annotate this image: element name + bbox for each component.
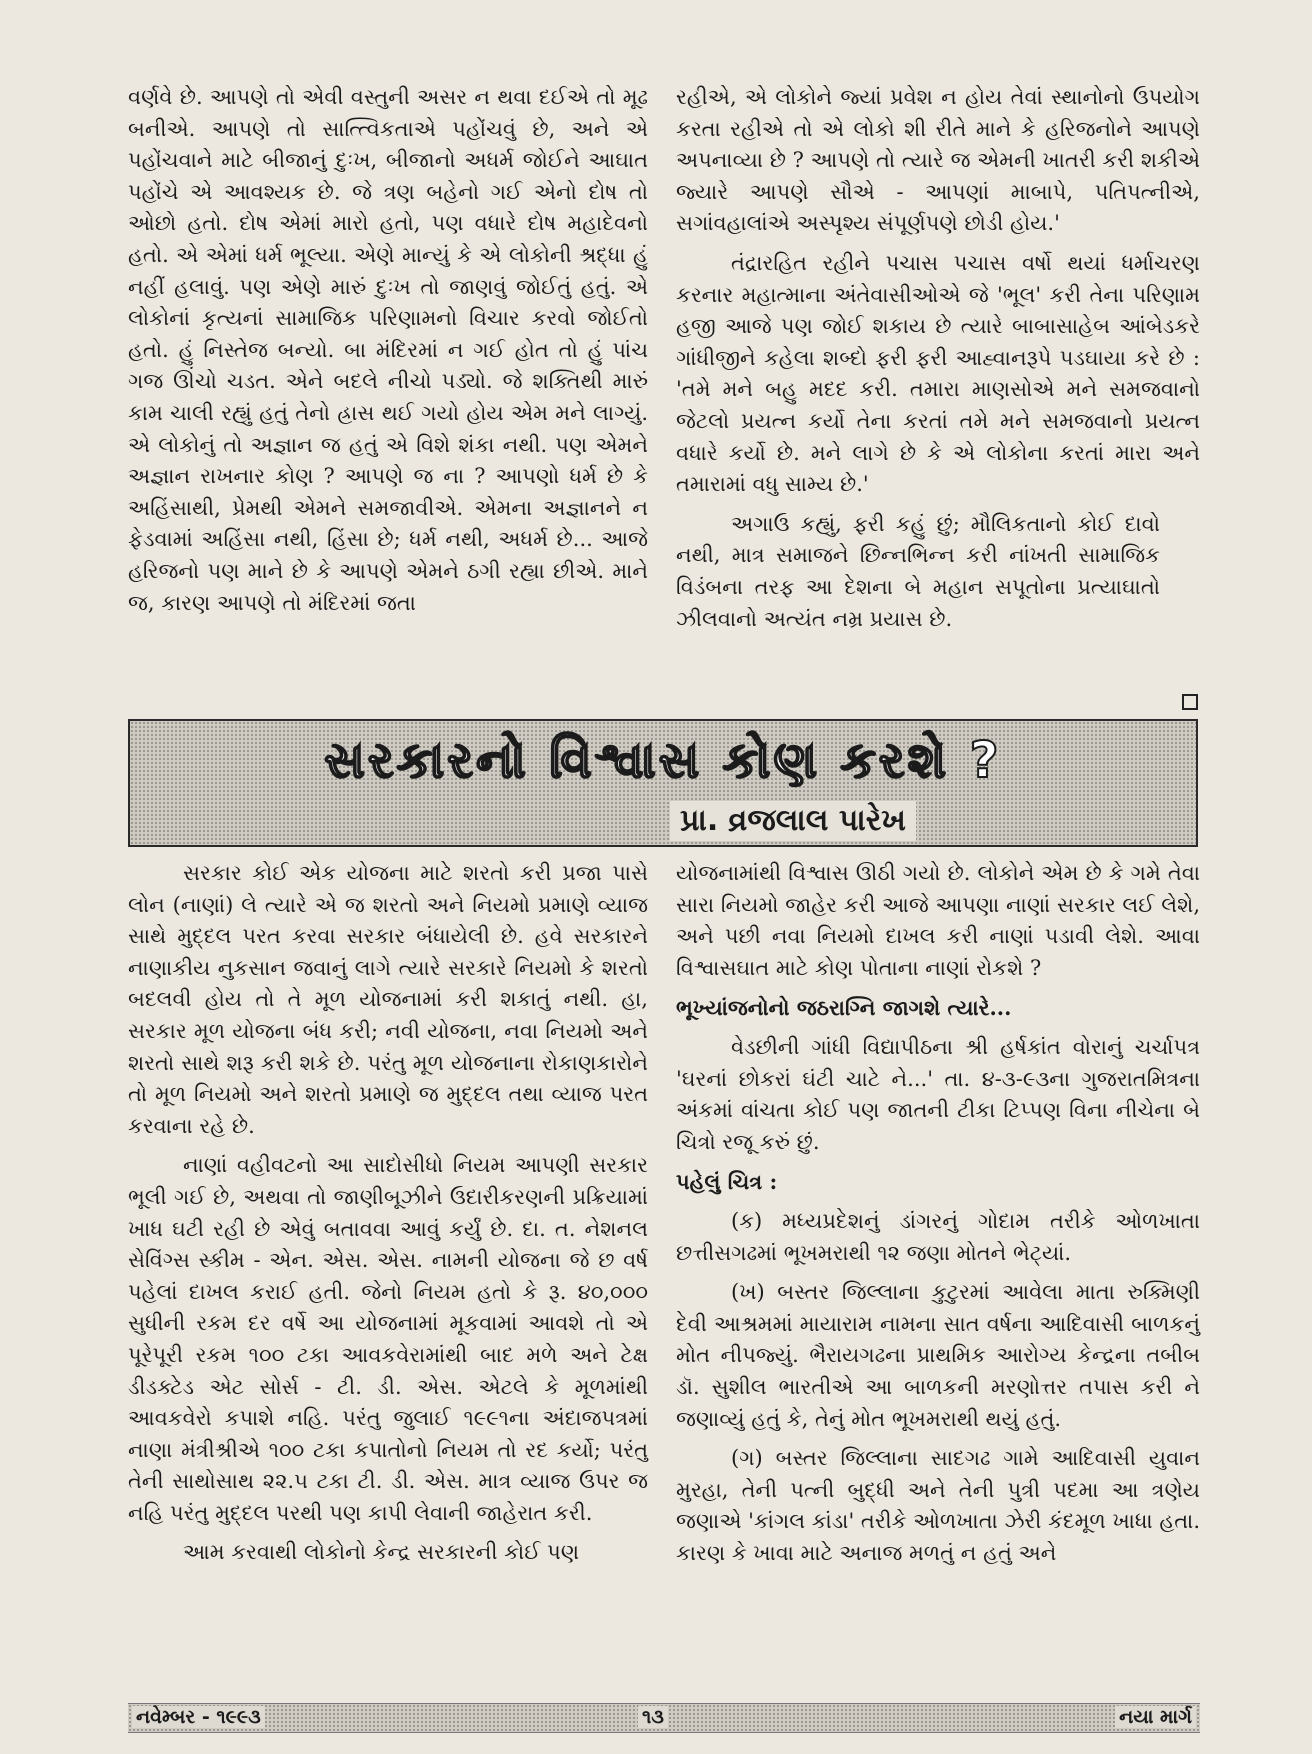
article-left-column xyxy=(128,858,648,1577)
article-left-paragraph-2: નાણાં વહીવટનો આ સાદોસીધો નિયમ આપણી સરકાર ભૂલી ગઈ છે, અથવા તો જાણીબૂઝીને ઉદારીકરણની પ્રક્રિયામાં ખાધ ઘટી રહી છે એવું બતાવવા આવું કર્યું છે. દા. ત. નેશનલ સેવિંગ્સ સ્કીમ - એન. એસ. એસ. નામની યોજના જે છ વર્ષ પહેલાં દાખલ કરાઈ હતી. જેનો નિયમ હતો કે રૂ. ૪૦,૦૦૦ સુધીની રકમ દર વર્ષે આ યોજનામાં મૂકવામાં આવશે તો એ પૂરેપૂરી રકમ ૧૦૦ ટકા આવકવેરામાંથી બાદ મળે અને ટેક્ષ ડીડક્ટેડ એટ સોર્સ - ટી. ડી. એસ. એટલે કે મૂળમાંથી આવકવેરો કપાશે નહિ. પરંતુ જુલાઈ ૧૯૯૧ના અંદાજપત્રમાં નાણા મંત્રીશ્રીએ ૧૦૦ ટકા કપાતોનો નિયમ તો રદ કર્યો; પરંતુ તેની સાથોસાથ ૨૨.૫ ટકા ટી. ડી. એસ. માત્ર વ્યાજ ઉપર જ નહિ પરંતુ મુદ્દલ પરથી પણ કાપી લેવાની જાહેરાત કરી. xyxy=(128,1153,648,1525)
footer-magazine-name: નયા માર્ગ xyxy=(1115,1706,1196,1728)
article-right-paragraph-2: વેડછીની ગાંધી વિદ્યાપીઠના શ્રી હર્ષકાંત વોરાનું ચર્ચાપત્ર 'ઘરનાં છોકરાં ઘંટી ચાટે ને...' તા. ૪-૩-૯૩ના ગુજરાતમિત્રના અંકમાં વાંચતા કોઈ પણ જાતની ટીકા ટિપ્પણ વિના નીચેના બે ચિત્રો રજૂ કરું છું. xyxy=(676,1034,1200,1154)
article-title-banner xyxy=(128,719,1198,847)
article-right-paragraph-5: (ગ) બસ્તર જિલ્લાના સાદગઢ ગામે આદિવાસી યુવાન મુરહા, તેની પત્ની બુદ્ધી અને તેની પુત્રી પદમા આ ત્રણેય જણાએ 'કાંગલ કાંડા' તરીકે ઓળખાતા ઝેરી કંદમૂળ ખાધા હતા. કારણ કે ખાવા માટે અનાજ મળતું ન હતું અને xyxy=(676,1446,1200,1565)
end-of-article-box-icon xyxy=(1182,694,1198,710)
prev-right-paragraph-3: અગાઉ કહ્યું, ફરી કહું છું; મૌલિકતાનો કોઈ દાવો નથી, માત્ર સમાજને છિન્નભિન્ન કરી નાંખતી સામાજિક વિડંબના તરફ આ દેશના બે મહાન સપૂતોના પ્રત્યાઘાતો ઝીલવાનો અત્યંત નમ્ર પ્રયાસ છે. xyxy=(676,511,1160,631)
article-right-column xyxy=(676,858,1200,1577)
article-subheading: ભૂખ્યાંજનોનો જઠરાગ્નિ જાગશે ત્યારે... xyxy=(676,995,1012,1021)
article-author: પ્રા. વ્રજલાલ પારેખ xyxy=(670,801,916,841)
prev-article-right-column xyxy=(676,82,1200,643)
article-left-paragraph-3: આમ કરવાથી લોકોનો કેન્દ્ર સરકારની કોઈ પણ xyxy=(183,1540,580,1565)
article-right-paragraph-3: (ક) મધ્યપ્રદેશનું ડાંગરનું ગોદામ તરીકે ઓળખાતા છત્તીસગઢમાં ભૂખમરાથી ૧૨ જણા મોતને ભેટ્યાં. xyxy=(676,1208,1200,1265)
page-footer xyxy=(128,1703,1200,1733)
prev-article-left-column xyxy=(128,82,648,627)
article-left-paragraph-1: સરકાર કોઈ એક યોજના માટે શરતો કરી પ્રજા પાસે લોન (નાણાં) લે ત્યારે એ જ શરતો અને નિયમો પ્રમાણે વ્યાજ સાથે મુદ્દલ પરત કરવા સરકાર બંધાયેલી છે. હવે સરકારને નાણાકીય નુકસાન જવાનું લાગે ત્યારે સરકારે નિયમો કે શરતો બદલવી હોય તો તે મૂળ યોજનામાં કરી શકાતું નથી. હા, સરકાર મૂળ યોજના બંધ કરી; નવી યોજના, નવા નિયમો અને શરતો સાથે શરૂ કરી શકે છે. પરંતુ મૂળ યોજનાના રોકાણકારોને તો મૂળ નિયમો અને શરતો પ્રમાણે જ મુદ્દલ તથા વ્યાજ પરત કરવાના રહે છે. xyxy=(128,861,648,1138)
prev-right-paragraph-1: રહીએ, એ લોકોને જ્યાં પ્રવેશ ન હોય તેવાં સ્થાનોનો ઉપયોગ કરતા રહીએ તો એ લોકો શી રીતે માને કે હરિજનોને આપણે અપનાવ્યા છે ? આપણે તો ત્યારે જ એમની ખાતરી કરી શકીએ જ્યારે આપણે સૌએ - આપણાં માબાપે, પતિપત્નીએ, સગાંવહાલાંએ અસ્પૃશ્ય સંપૂર્ણપણે છોડી હોય.' xyxy=(676,85,1200,236)
prev-right-paragraph-2: તંદ્રારહિત રહીને પચાસ પચાસ વર્ષો થયાં ધર્માચરણ કરનાર મહાત્માના અંતેવાસીઓએ જે 'ભૂલ' કરી તેના પરિણામ હજી આજે પણ જોઈ શકાય છે ત્યારે બાબાસાહેબ આંબેડકરે ગાંધીજીને કહેલા શબ્દો ફરી ફરી આહ્વાનરૂપે પડઘાયા કરે છે : 'તમે મને બહુ મદદ કરી. તમારા માણસોએ મને સમજવાનો જેટલો પ્રયત્ન કર્યો તેના કરતાં તમે મને સમજવાનો પ્રયત્ન વધારે કર્યો છે. મને લાગે છે કે એ લોકોના કરતાં મારા અને તમારામાં વધુ સામ્ય છે.' xyxy=(676,250,1200,497)
article-right-paragraph-4: (ખ) બસ્તર જિલ્લાના કુટુરમાં આવેલા માતા રુક્મિણી દેવી આશ્રમમાં માયારામ નામના સાત વર્ષના આદિવાસી બાળકનું મોત નીપજ્યું. ભૈરાયગઢના પ્રાથમિક આરોગ્ય કેન્દ્રના તબીબ ડૉ. સુશીલ ભારતીએ આ બાળકની મરણોત્તર તપાસ કરી ને જણાવ્યું હતું કે, તેનું મોત ભૂખમરાથી થયું હતું. xyxy=(676,1280,1200,1431)
footer-page-number: ૧૩ xyxy=(638,1706,668,1728)
article-right-paragraph-1: યોજનામાંથી વિશ્વાસ ઊઠી ગયો છે. લોકોને એમ છે કે ગમે તેવા સારા નિયમો જાહેર કરી આજે આપણા નાણાં સરકાર લઈ લેશે, અને પછી નવા નિયમો દાખલ કરી નાણાં પડાવી લેશે. આવા વિશ્વાસઘાત માટે કોણ પોતાના નાણાં રોકશે ? xyxy=(676,861,1200,980)
article-title: સરકારનો વિશ્વાસ કોણ કરશે ? xyxy=(324,731,1002,789)
article-subheading-2: પહેલું ચિત્ર : xyxy=(676,1169,778,1195)
footer-date: નવેમ્બર - ૧૯૯૩ xyxy=(132,1706,265,1728)
prev-left-paragraph-1: વર્ણવે છે. આપણે તો એવી વસ્તુની અસર ન થવા દઈએ તો મૂઢ બનીએ. આપણે તો સાત્ત્વિકતાએ પહોંચવું છે, અને એ પહોંચવાને માટે બીજાનું દુઃખ, બીજાનો અધર્મ જોઈને આઘાત પહોંચે એ આવશ્યક છે. જે ત્રણ બહેનો ગઈ એનો દોષ તો ઓછો હતો. દોષ એમાં મારો હતો, પણ વધારે દોષ મહાદેવનો હતો. એ એમાં ધર્મ ભૂલ્યા. એણે માન્યું કે એ લોકોની શ્રદ્ધા હું નહીં હલાવું. પણ એણે મારું દુઃખ તો જાણવું જોઈતું હતું. એ લોકોનાં કૃત્યનાં સામાજિક પરિણામનો વિચાર કરવો જોઈતો હતો. હું નિસ્તેજ બન્યો. બા મંદિરમાં ન ગઈ હોત તો હું પાંચ ગજ ઊંચો ચડત. એને બદલે નીચો પડ્યો. જે શક્તિથી મારું કામ ચાલી રહ્યું હતું તેનો હ્રાસ થઈ ગયો હોય એમ મને લાગ્યું. એ લોકોનું તો અજ્ઞાન જ હતું એ વિશે શંકા નથી. પણ એમને અજ્ઞાન રાખનાર કોણ ? આપણે જ ના ? આપણો ધર્મ છે કે અહિંસાથી, પ્રેમથી એમને સમજાવીએ. એમના અજ્ઞાનને ન ફેડવામાં અહિંસા નથી, હિંસા છે; ધર્મ નથી, અધર્મ છે... આજે હરિજનો પણ માને છે કે આપણે એમને ઠગી રહ્યા છીએ. માને જ, કારણ આપણે તો મંદિરમાં જતા xyxy=(128,85,648,615)
